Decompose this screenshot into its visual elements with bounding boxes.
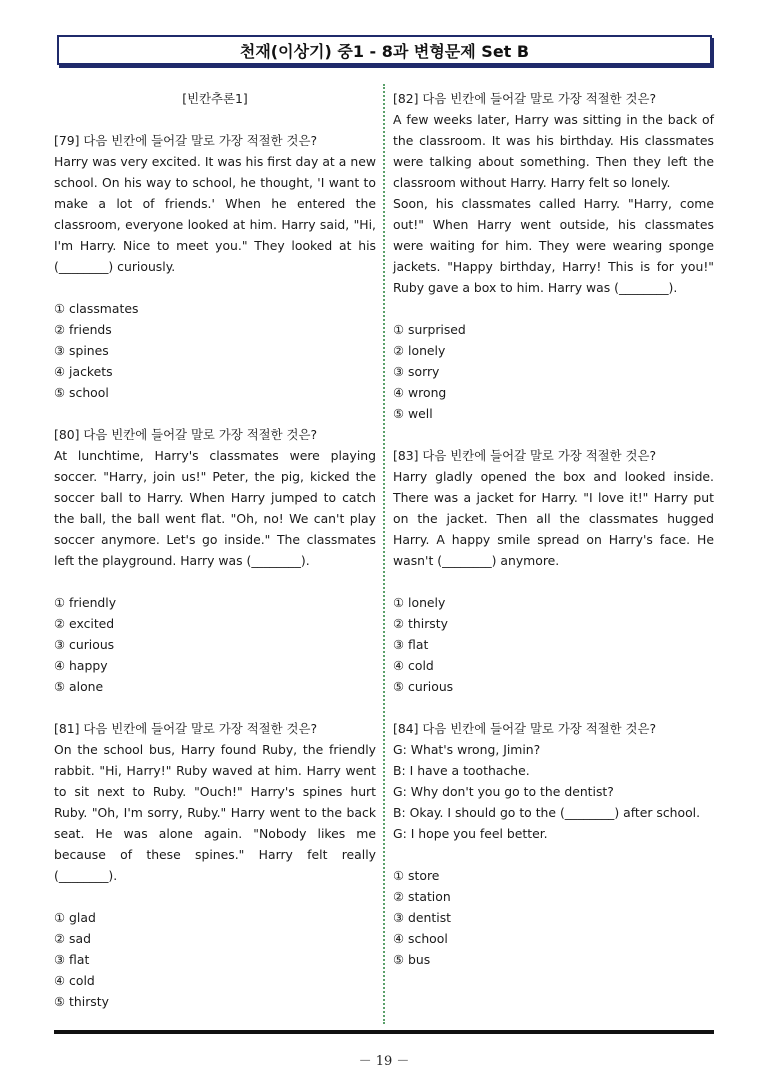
- choice-4[interactable]: ④ jackets: [54, 364, 113, 379]
- choice-2[interactable]: ② thirsty: [393, 616, 448, 631]
- choice-5[interactable]: ⑤ well: [393, 406, 433, 421]
- section-tag: [빈칸추론1]: [182, 91, 248, 106]
- question-heading: [79] 다음 빈칸에 들어갈 말로 가장 적절한 것은?: [54, 133, 318, 148]
- answer-choices: [393, 592, 714, 697]
- choice-1[interactable]: ① glad: [54, 910, 96, 925]
- page-title: 천재(이상기) 중1 - 8과 변형문제 Set B: [239, 41, 530, 61]
- left-column: [54, 88, 376, 1033]
- question-heading: [83] 다음 빈칸에 들어갈 말로 가장 적절한 것은?: [393, 448, 657, 463]
- choice-1[interactable]: ① friendly: [54, 595, 117, 610]
- choice-4[interactable]: ④ cold: [54, 973, 95, 988]
- choice-2[interactable]: ② lonely: [393, 343, 446, 358]
- choice-2[interactable]: ② friends: [54, 322, 112, 337]
- question-heading: [81] 다음 빈칸에 들어갈 말로 가장 적절한 것은?: [54, 721, 318, 736]
- question-84: [393, 718, 714, 970]
- choice-1[interactable]: ① surprised: [393, 322, 466, 337]
- choice-3[interactable]: ③ flat: [393, 637, 429, 652]
- question-passage-continued: Soon, his classmates called Harry. "Harry, come out!" When Harry went outside, his classmates were waiting for him. They were wearing sponge jackets. "Happy birthday, Harry! This is for you!" Ruby gave a box to him. Harry was (________).: [393, 196, 714, 295]
- question-passage: A few weeks later, Harry was sitting in the back of the classroom. It was his birthday. His classmates were talking about something. Then they left the classroom without Harry. Harry felt so lonely.: [393, 112, 714, 190]
- choice-1[interactable]: ① store: [393, 868, 440, 883]
- choice-1[interactable]: ① classmates: [54, 301, 139, 316]
- question-83: [393, 445, 714, 697]
- choice-3[interactable]: ③ sorry: [393, 364, 440, 379]
- answer-choices: [54, 298, 376, 403]
- right-column: [393, 88, 714, 991]
- choice-1[interactable]: ① lonely: [393, 595, 446, 610]
- choice-3[interactable]: ③ curious: [54, 637, 115, 652]
- choice-5[interactable]: ⑤ school: [54, 385, 109, 400]
- page-header: [57, 35, 712, 65]
- question-80: [54, 424, 376, 697]
- choice-4[interactable]: ④ cold: [393, 658, 434, 673]
- choice-5[interactable]: ⑤ alone: [54, 679, 104, 694]
- choice-2[interactable]: ② excited: [54, 616, 115, 631]
- question-heading: [82] 다음 빈칸에 들어갈 말로 가장 적절한 것은?: [393, 91, 657, 106]
- choice-5[interactable]: ⑤ bus: [393, 952, 431, 967]
- question-heading: [84] 다음 빈칸에 들어갈 말로 가장 적절한 것은?: [393, 721, 657, 736]
- answer-choices: [54, 907, 376, 1012]
- choice-5[interactable]: ⑤ curious: [393, 679, 454, 694]
- question-79: [54, 130, 376, 403]
- choice-3[interactable]: ③ spines: [54, 343, 109, 358]
- question-passage: On the school bus, Harry found Ruby, the friendly rabbit. "Hi, Harry!" Ruby waved at him. Harry went to sit next to Ruby. "Ouch!" Harry's spines hurt Ruby. "Oh, I'm sorry, Ruby." Harry went to the back seat. He was alone again. "Nobody likes me because of these spines." Harry felt really (________).: [54, 742, 376, 883]
- choice-4[interactable]: ④ happy: [54, 658, 108, 673]
- choice-2[interactable]: ② sad: [54, 931, 91, 946]
- question-82: [393, 88, 714, 424]
- choice-4[interactable]: ④ wrong: [393, 385, 447, 400]
- dialogue-line: G: I hope you feel better.: [393, 826, 548, 841]
- choice-3[interactable]: ③ dentist: [393, 910, 452, 925]
- column-divider: [383, 84, 385, 1024]
- answer-choices: [54, 592, 376, 697]
- choice-5[interactable]: ⑤ thirsty: [54, 994, 109, 1009]
- dialogue-line: B: I have a toothache.: [393, 763, 530, 778]
- choice-4[interactable]: ④ school: [393, 931, 448, 946]
- question-heading: [80] 다음 빈칸에 들어갈 말로 가장 적절한 것은?: [54, 427, 318, 442]
- answer-choices: [393, 319, 714, 424]
- choice-3[interactable]: ③ flat: [54, 952, 90, 967]
- dialogue-line: G: What's wrong, Jimin?: [393, 742, 541, 757]
- footer-rule: [54, 1030, 714, 1034]
- answer-choices: [393, 865, 714, 970]
- question-passage: At lunchtime, Harry's classmates were playing soccer. "Harry, join us!" Peter, the pig, kicked the soccer ball to Harry. When Harry jumped to catch the ball, the ball went flat. "Oh, no! We can't play soccer anymore. Let's go inside." The classmates left the playground. Harry was (________).: [54, 448, 376, 568]
- dialogue-line: G: Why don't you go to the dentist?: [393, 784, 614, 799]
- question-passage: Harry was very excited. It was his first day at a new school. On his way to school, he thought, 'I want to make a lot of friends.' When he entered the classroom, everyone looked at him. Harry said, "Hi, I'm Harry. Nice to meet you." They looked at his (________) curiously.: [54, 154, 376, 274]
- question-81: [54, 718, 376, 1012]
- choice-2[interactable]: ② station: [393, 889, 451, 904]
- dialogue-line: B: Okay. I should go to the (________) after school.: [393, 805, 701, 820]
- question-passage: Harry gladly opened the box and looked inside. There was a jacket for Harry. "I love it!" Harry put on the jacket. Then all the classmates hugged Harry. A happy smile spread on Harry's face. He wasn't (________) anymore.: [393, 469, 714, 568]
- page-number: － 19 －: [358, 1054, 410, 1069]
